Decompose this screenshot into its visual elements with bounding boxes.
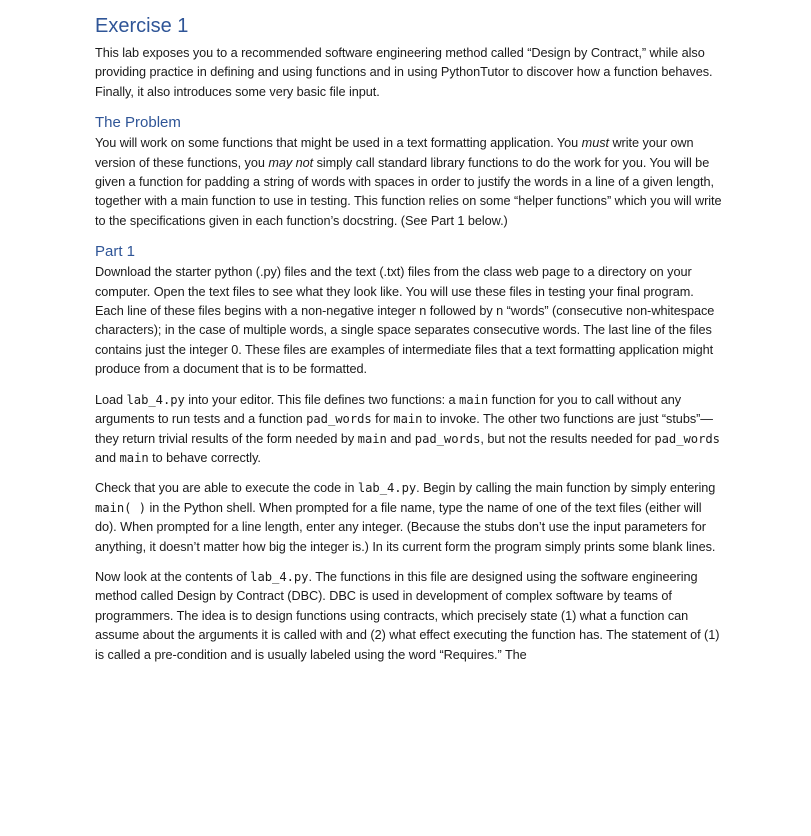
code-main-call: main( ) [95,500,147,515]
part1-paragraph-download: Download the starter python (.py) files and the text (.txt) files from the class web page to a directory on your computer. Open the text files to see what they look like. You will use these files in testing your final program. Each line of these files begins with a non-negative integer n followed by n “words” (consecutive non-whitespace characters); in the case of multiple words, a single space separates consecutive words. The last line of the files contains just the integer 0. These files are examples of intermediate files that a text formatting application might produce from a document that is to be formatted. [95,265,715,377]
code-filename: lab_4.py [126,392,185,407]
problem-emphasis-must: must [581,136,609,151]
problem-heading: The Problem [95,114,181,132]
intro-paragraph: This lab exposes you to a recommended software engineering method called “Design by Contract,” while also providing practice in defining and using functions and in using PythonTutor to discover how a function behaves. Finally, it also introduces some very basic file input. [95,46,713,99]
code-main: main [459,392,489,407]
problem-text-1: You will work on some functions that might be used in a text formatting application. You [95,136,582,151]
problem-text-3: simply call standard library functions to do the work for you. You will be given a function for padding a string of words with spaces in order to justify the words in a line of a given length, together with a main function to use in testing. This function relies on some “helper functions” which you will write to the specifications given in each function’s docstring. (See Part 1 below.) [95,155,722,228]
exercise-title: Exercise 1 [95,15,189,37]
text-run: Now look at the contents of [95,569,251,584]
text-run: and [386,431,415,446]
part1-heading: Part 1 [95,243,136,261]
code-pad-words: pad_words [654,431,720,446]
problem-emphasis-may-not: may not [268,155,314,170]
code-pad-words: pad_words [306,412,372,427]
part1-paragraph-load [95,391,725,469]
code-pad-words: pad_words [414,431,481,446]
text-run: function for you to call without any arguments to run tests and a function [95,392,682,427]
text-run: Check that you are able to execute the code in [95,481,358,496]
text-run: . Begin by calling the main function by simply entering [416,481,716,496]
text-run: to behave correctly. [148,450,261,465]
code-filename: lab_4.py [250,569,309,584]
text-run: into your editor. This file defines two functions: a [184,392,460,407]
code-filename: lab_4.py [357,481,417,496]
text-run: Load [95,392,127,407]
text-run: for [371,412,394,427]
text-run: , but not the results needed for [480,431,655,446]
text-run: in the Python shell. When prompted for a file name, type the name of one of the text files (either will do). When prompted for a line length, enter any integer. (Because the stubs don’t use the input parameters for anything, it doesn’t matter how big the integer is.) In its current form the program simply prints some blank lines. [95,500,716,554]
text-run: and [95,450,120,465]
part1-paragraph-check [95,479,725,557]
problem-paragraph [95,134,725,231]
part1-paragraph-dbc [95,568,725,665]
text-run: to invoke. The other two functions are just “stubs”—they return trivial results of the form needed by [95,412,713,446]
code-main: main [393,412,423,427]
code-main: main [357,431,387,446]
text-run: . The functions in this file are designed using the software engineering method called Design by Contract (DBC). DBC is used in development of complex software by teams of programmers. The idea is to design functions using contracts, which precisely state (1) what a function can assume about the arguments it is called with and (2) what effect executing the function has. The statement of (1) is called a pre-condition and is usually labeled using the word “Requires.” The [95,569,720,662]
code-main: main [119,450,149,465]
problem-text-2: write your own version of these functions, you [95,136,694,170]
document-body [95,12,725,665]
